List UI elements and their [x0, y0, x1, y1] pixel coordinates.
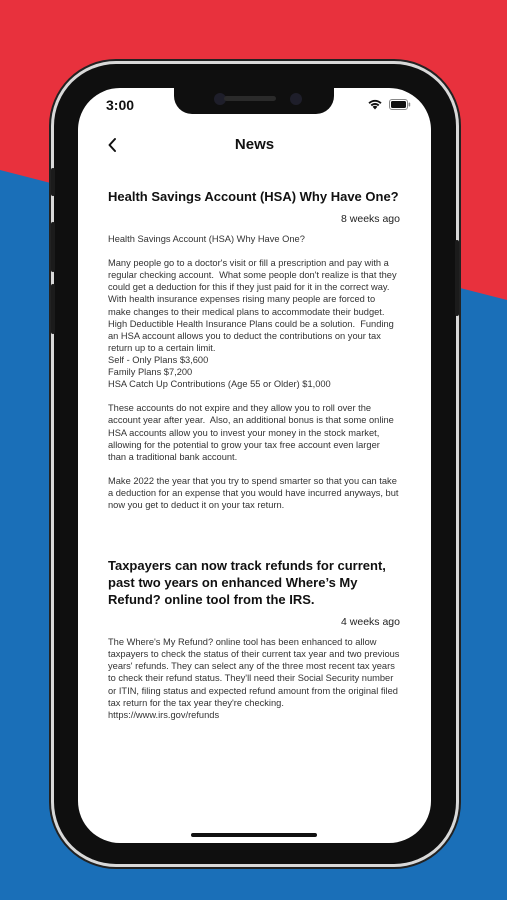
news-list	[108, 188, 403, 767]
mute-switch	[51, 168, 55, 196]
speaker-grille	[224, 96, 276, 101]
notch	[174, 88, 334, 114]
article-timestamp: 4 weeks ago	[341, 616, 400, 629]
news-article[interactable]	[108, 188, 400, 511]
status-time: 3:00	[106, 97, 135, 113]
wifi-icon	[367, 98, 383, 110]
article-title[interactable]: Health Savings Account (HSA) Why Have One?	[108, 189, 399, 204]
article-title[interactable]: Taxpayers can now track refunds for current, past two years on enhanced Where’s My Refund? online tool from the IRS.	[108, 558, 386, 608]
battery-icon	[389, 99, 411, 110]
article-timestamp: 8 weeks ago	[341, 213, 400, 225]
article-body: The Where's My Refund? online tool has been enhanced to allow taxpayers to check the status of their current tax year and two previous years' refunds. They can select any of the three most recent tax years to check their refund status. They'll need their Social Security number or ITIN, filing status and expected refund amount from the original filed tax return for the tax year they're checking. https://www.irs.gov/refunds	[108, 637, 403, 720]
power-button	[455, 240, 459, 316]
front-camera	[290, 93, 302, 105]
page-title: News	[234, 136, 275, 153]
news-article[interactable]	[108, 557, 403, 721]
volume-down-button	[51, 284, 55, 334]
article-body: Health Savings Account (HSA) Why Have One? Many people go to a doctor's visit or fill a prescription and pay with a regular checking account. What some people don't realize is that they could get a deduction for this if they just paid for it in the correct way. With health insurance expenses rising many people are forced to make changes to their medical plans to accommodate their budget. High Deductible Health Insurance Plans could be a solution. Funding an HSA account allows you to deduct the contributions on your tax return up to a certain limit. Self - Only Plans $3,600 Family Plans $7,200 HSA Catch Up Contributions (Age 55 or Older) $1,000 These accounts do not expire and they allow you to roll over the account year after year. Also, an additional bonus is that some online HSA accounts allow you to invest your money in the stock market, allowing for the potential to grow your tax free account even larger than a traditional bank account. Make 2022 the year that you try to spend smarter so that you can take a deduction for an expense that you would have incurred anyways, but now you get to deduct it on your tax return.	[108, 234, 399, 511]
phone-screen	[78, 88, 431, 843]
home-indicator[interactable]	[191, 833, 317, 837]
volume-up-button	[51, 222, 55, 272]
navigation-bar	[78, 132, 431, 158]
status-icons	[367, 98, 411, 110]
